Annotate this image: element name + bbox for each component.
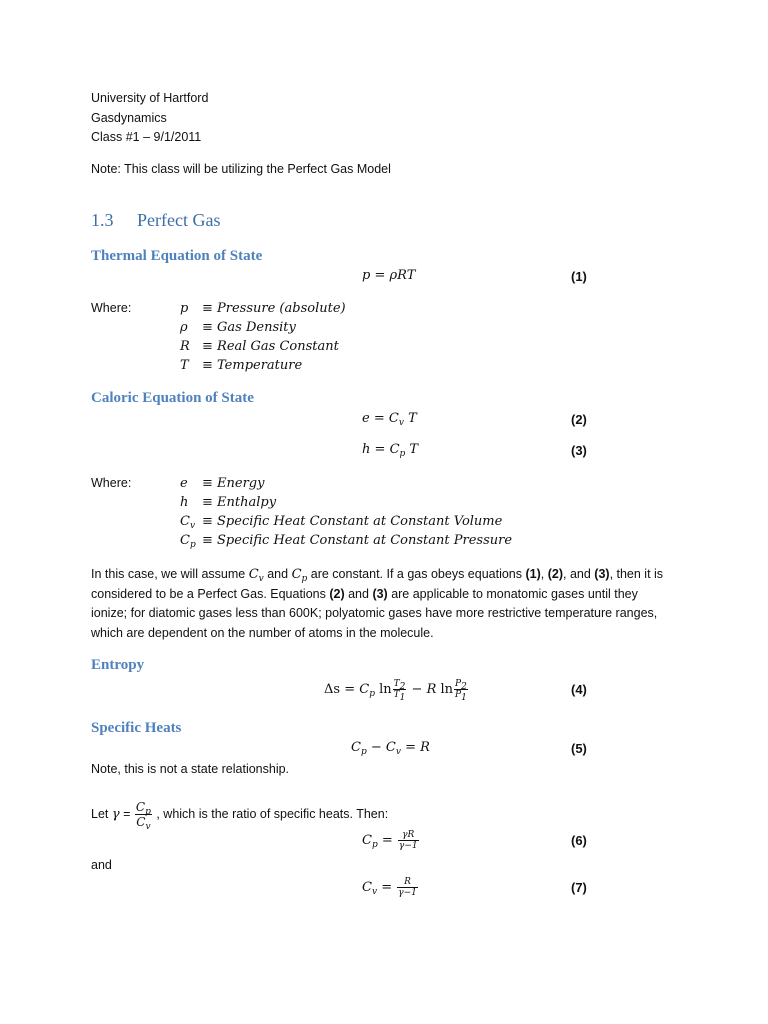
eq3-t: T <box>409 442 419 457</box>
gamma-symbol: γ <box>111 806 120 822</box>
equation-2 <box>362 411 417 426</box>
cp-symbol <box>292 567 308 582</box>
eq4-cp: C <box>359 682 370 697</box>
frac-den: C <box>136 815 146 829</box>
eq6-c: C <box>362 833 372 848</box>
definition-meaning: ≡ Real Gas Constant <box>202 339 339 354</box>
equation-number-3: (3) <box>571 443 587 458</box>
eq6-equals: = <box>381 833 393 848</box>
eq4-lhs: Δs <box>324 682 341 697</box>
thermal-definitions <box>180 299 346 375</box>
definition-row <box>180 337 346 356</box>
frac-num-sub: 2 <box>461 682 467 692</box>
equation-number-7: (7) <box>571 880 587 895</box>
frac-den-sub: 1 <box>399 693 406 703</box>
university-name: University of Hartford <box>91 91 209 105</box>
eq4-minus: − <box>411 682 423 697</box>
where-label-thermal: Where: <box>91 301 132 315</box>
entropy-heading: Entropy <box>91 657 145 673</box>
eq1-equals: = <box>374 268 386 283</box>
paragraph-text: , and <box>563 567 595 581</box>
definition-symbol: p <box>180 301 189 316</box>
eq3-lhs: h <box>362 442 371 457</box>
definition-row <box>180 356 346 375</box>
eq4-ln: ln <box>379 682 392 697</box>
eq2-sub: v <box>398 418 404 428</box>
model-note: Note: This class will be utilizing the Perfect Gas Model <box>91 162 391 176</box>
eq4-cp-sub: p <box>369 689 375 699</box>
frac-num-sub: p <box>145 807 151 817</box>
class-info: Class #1 – 9/1/2011 <box>91 130 202 144</box>
equation-1 <box>362 268 415 283</box>
frac-num: C <box>135 800 146 814</box>
eq4-ln: ln <box>440 682 454 697</box>
paragraph-text: and <box>263 567 292 581</box>
eq5-s2: v <box>395 747 401 757</box>
definition-meaning: ≡ Specific Heat Constant at Constant Pressure <box>202 533 513 548</box>
frac-den: γ−1 <box>398 841 418 851</box>
eq7-equals: = <box>381 880 393 895</box>
paragraph-text: and <box>344 586 373 601</box>
eq2-c: C <box>388 411 399 426</box>
eq2-t: T <box>408 411 417 426</box>
eq4-equals: = <box>344 682 356 697</box>
equation-ref: (3) <box>594 567 610 581</box>
equation-number-4: (4) <box>571 682 587 697</box>
section-number: 1.3 <box>91 210 114 230</box>
equation-7 <box>362 877 419 898</box>
eq6-fraction <box>398 830 419 851</box>
paragraph-line-4: which are dependent on the number of atoms in the molecule. <box>91 625 434 640</box>
where-label-caloric: Where: <box>91 476 132 490</box>
paragraph-text: , then it is <box>609 567 664 581</box>
cv-sub: v <box>258 574 264 584</box>
frac-den-sub: v <box>145 822 151 832</box>
eq3-c: C <box>389 442 400 457</box>
let-after-text: , which is the ratio of specific heats. Then: <box>152 806 389 821</box>
definition-meaning: ≡ Temperature <box>202 358 303 373</box>
perfect-gas-paragraph <box>91 565 691 643</box>
equation-3 <box>362 442 418 457</box>
eq1-rhs: ρRT <box>389 268 416 283</box>
definition-symbol: ρ <box>180 320 188 335</box>
definition-meaning: ≡ Specific Heat Constant at Constant Volume <box>202 514 503 529</box>
eq6-sub: p <box>371 840 378 850</box>
eq2-equals: = <box>373 411 385 426</box>
definition-row <box>180 318 346 337</box>
eq5-s1: p <box>360 747 367 757</box>
definition-row <box>180 512 512 531</box>
let-text: Let <box>91 806 112 821</box>
cp-sub: p <box>301 574 308 584</box>
frac-den: γ−1 <box>398 888 417 898</box>
eq5-minus: − <box>370 740 382 755</box>
frac-den: T <box>393 690 400 700</box>
eq1-lhs: p <box>362 268 371 283</box>
state-relationship-note: Note, this is not a state relationship. <box>91 762 290 776</box>
eq7-c: C <box>362 880 372 895</box>
caloric-definitions <box>180 474 512 550</box>
eq3-equals: = <box>374 442 386 457</box>
equation-ref: (2) <box>329 586 345 601</box>
eq5-equals: = <box>405 740 416 755</box>
definition-symbol: C <box>180 514 190 529</box>
definition-symbol: R <box>180 339 190 354</box>
definition-symbol: e <box>180 476 188 491</box>
definition-row <box>180 531 512 550</box>
definition-meaning: ≡ Energy <box>202 476 265 491</box>
equation-number-5: (5) <box>571 741 587 756</box>
definition-symbol: C <box>180 533 190 548</box>
eq5-rhs: R <box>420 740 430 755</box>
definition-meaning: ≡ Enthalpy <box>202 495 277 510</box>
cv-letter: C <box>248 567 259 582</box>
definition-sub: p <box>189 540 196 550</box>
eq5-c1: C <box>351 740 361 755</box>
definition-row <box>180 474 512 493</box>
paragraph-line-2 <box>91 585 691 605</box>
equation-number-6: (6) <box>571 833 587 848</box>
paragraph-text: , <box>540 567 548 581</box>
frac-den-sub: 1 <box>461 693 467 703</box>
equation-ref: (1) <box>525 567 541 581</box>
paragraph-text: considered to be a Perfect Gas. Equations <box>91 586 330 601</box>
paragraph-text: are constant. If a gas obeys equations <box>307 567 526 581</box>
eq7-fraction <box>397 877 418 898</box>
frac-num: γR <box>398 830 419 841</box>
frac-num: T <box>393 679 400 689</box>
cv-symbol <box>249 567 264 582</box>
definition-symbol: T <box>180 358 189 373</box>
definition-symbol: h <box>180 495 189 510</box>
eq7-sub: v <box>371 887 378 897</box>
gamma-fraction <box>135 800 152 832</box>
temperature-ratio <box>393 679 407 703</box>
specific-heats-heading: Specific Heats <box>91 720 182 736</box>
equation-number-2: (2) <box>571 412 587 427</box>
course-name: Gasdynamics <box>91 111 167 125</box>
gamma-definition <box>91 800 389 832</box>
paragraph-line-3: ionize; for diatomic gases less than 600K; polyatomic gases have more restrictive temperature ranges, <box>91 606 658 620</box>
gamma-equals: = <box>123 806 131 821</box>
definition-sub: v <box>189 521 196 531</box>
paragraph-text: In this case, we will assume <box>91 567 249 581</box>
section-heading <box>91 210 220 231</box>
frac-num: R <box>397 877 418 888</box>
eq4-r: R <box>426 682 437 697</box>
and-text: and <box>91 858 112 872</box>
frac-num: P <box>455 679 462 689</box>
eq5-c2: C <box>385 740 396 755</box>
eq2-lhs: e <box>362 411 370 426</box>
frac-num-sub: 2 <box>399 682 406 692</box>
eq3-sub: p <box>399 449 406 459</box>
caloric-heading: Caloric Equation of State <box>91 390 254 406</box>
paragraph-line-1 <box>91 565 691 585</box>
pressure-ratio <box>454 679 468 703</box>
definition-meaning: ≡ Pressure (absolute) <box>202 301 346 316</box>
definition-meaning: ≡ Gas Density <box>202 320 296 335</box>
paragraph-text: are applicable to monatomic gases until they <box>387 586 638 601</box>
definition-row <box>180 299 346 318</box>
frac-den: P <box>455 690 462 700</box>
thermal-heading: Thermal Equation of State <box>91 248 263 264</box>
section-title: Perfect Gas <box>137 210 221 230</box>
cp-letter: C <box>291 567 302 582</box>
definition-row <box>180 493 512 512</box>
equation-5 <box>351 740 430 755</box>
equation-ref: (2) <box>547 567 563 581</box>
equation-ref: (3) <box>372 586 388 601</box>
equation-4 <box>324 679 469 703</box>
equation-6 <box>362 830 420 851</box>
equation-number-1: (1) <box>571 269 587 284</box>
